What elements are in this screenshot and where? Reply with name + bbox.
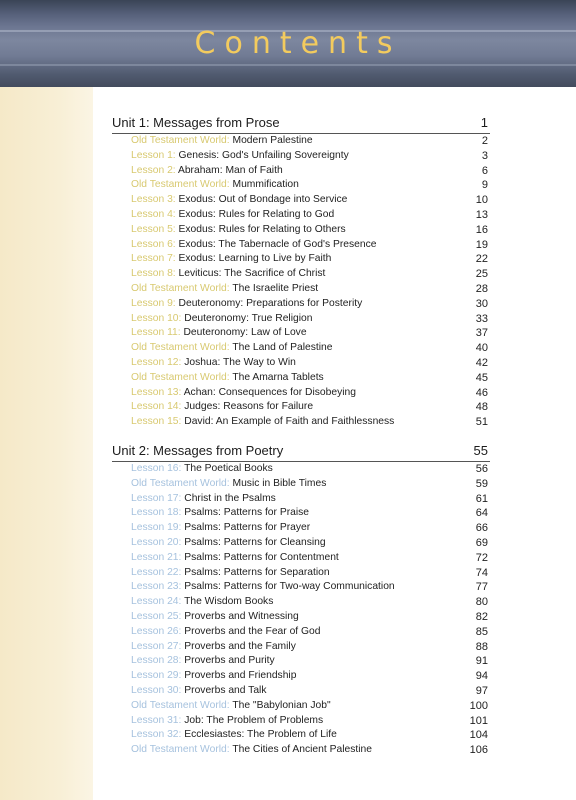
entry-page-number: 100 [469, 699, 488, 712]
toc-entry [131, 252, 488, 266]
entry-page-number: 66 [475, 522, 488, 535]
entry-page-number: 82 [475, 611, 488, 623]
entry-page-number: 94 [475, 670, 488, 683]
entry-title: Judges: Reasons for Failure [184, 401, 314, 413]
entry-page-number: 46 [475, 386, 488, 399]
banner-stripe-bottom [0, 64, 576, 66]
toc-entry [131, 134, 488, 148]
toc-entry [131, 640, 488, 654]
entry-title: Achan: Consequences for Disobeying [183, 386, 356, 398]
entry-label-old-testament-world: Old Testament World: [131, 135, 230, 146]
entry-page-number: 97 [475, 685, 488, 697]
entry-title: Proverbs and Purity [184, 655, 275, 667]
toc-entry [131, 164, 488, 178]
entry-page-number: 101 [469, 714, 488, 727]
entry-title: Proverbs and Witnessing [184, 611, 299, 622]
toc-entry [131, 684, 488, 698]
entry-title: Music in Bible Times [232, 477, 327, 489]
entry-label-lesson: Lesson 24: [131, 596, 182, 608]
entry-page-number: 106 [469, 744, 488, 757]
entry-page-number: 80 [475, 596, 488, 609]
entry-label-lesson: Lesson 19: [131, 522, 182, 534]
entry-label-old-testament-world: Old Testament World: [131, 179, 230, 191]
toc-entry [131, 566, 488, 580]
entry-title: Deuteronomy: True Religion [184, 312, 313, 324]
entry-page-number: 33 [475, 312, 488, 325]
entry-label-lesson: Lesson 1: [131, 149, 176, 161]
entry-title: Exodus: Rules for Relating to Others [178, 223, 346, 235]
toc-entry [131, 326, 488, 340]
entry-label-lesson: Lesson 28: [131, 655, 182, 667]
entry-label-lesson: Lesson 32: [131, 729, 182, 741]
entry-label-lesson: Lesson 5: [131, 223, 176, 235]
toc-entry [131, 728, 488, 742]
entry-label-lesson: Lesson 29: [131, 670, 182, 682]
unit-heading [112, 441, 490, 462]
entry-page-number: 85 [475, 625, 488, 638]
entry-label-old-testament-world: Old Testament World: [131, 477, 230, 489]
entry-page-number: 25 [475, 268, 488, 281]
entry-title: Mummification [232, 179, 299, 191]
entry-page-number: 3 [481, 149, 488, 162]
entry-title: The Poetical Books [184, 463, 273, 474]
entry-title: Modern Palestine [232, 135, 313, 146]
toc-entry [131, 297, 488, 311]
toc-entry [131, 699, 488, 713]
entry-title: Exodus: Rules for Relating to God [178, 209, 335, 220]
entry-label-lesson: Lesson 10: [131, 312, 182, 324]
entry-page-number: 77 [475, 581, 488, 594]
toc-entry [131, 551, 488, 565]
entry-page-number: 72 [475, 551, 488, 564]
entry-label-lesson: Lesson 2: [131, 164, 176, 176]
toc-entry [131, 415, 488, 429]
entry-title: The Israelite Priest [232, 283, 319, 294]
entry-label-old-testament-world: Old Testament World: [131, 371, 230, 383]
entry-label-lesson: Lesson 6: [131, 238, 176, 250]
entry-label-lesson: Lesson 18: [131, 507, 182, 519]
entry-label-lesson: Lesson 15: [131, 416, 182, 428]
entry-label-lesson: Lesson 11: [131, 327, 181, 339]
entry-label-lesson: Lesson 14: [131, 401, 182, 413]
entry-title: The Amarna Tablets [232, 371, 324, 383]
entry-title: Exodus: Out of Bondage into Service [178, 194, 348, 206]
entry-page-number: 48 [475, 401, 488, 414]
entry-label-lesson: Lesson 30: [131, 685, 182, 696]
entry-label-lesson: Lesson 4: [131, 209, 176, 220]
toc-entry [131, 521, 488, 535]
toc-entry [131, 193, 488, 207]
toc-entry [131, 400, 488, 414]
entry-title: Job: The Problem of Problems [184, 714, 324, 726]
entry-title: Psalms: Patterns for Praise [184, 507, 310, 519]
entry-title: Psalms: Patterns for Prayer [184, 522, 311, 534]
entry-label-old-testament-world: Old Testament World: [131, 699, 230, 711]
entry-title: The Wisdom Books [184, 596, 274, 608]
toc-entry [131, 669, 488, 683]
entry-label-lesson: Lesson 31: [131, 714, 182, 726]
entry-title: Joshua: The Way to Win [184, 357, 296, 368]
toc-entry [131, 178, 488, 192]
entry-label-lesson: Lesson 25: [131, 611, 182, 622]
entry-title: Proverbs and the Fear of God [184, 625, 321, 637]
toc-entry [131, 149, 488, 163]
entry-page-number: 42 [475, 357, 488, 369]
entry-title: The "Babylonian Job" [232, 699, 331, 711]
entry-label-lesson: Lesson 12: [131, 357, 182, 368]
toc-entry [131, 462, 488, 476]
entry-page-number: 56 [475, 463, 488, 475]
entry-title: Psalms: Patterns for Separation [184, 566, 330, 578]
toc-entry [131, 386, 488, 400]
entry-page-number: 69 [475, 537, 488, 549]
entry-page-number: 2 [481, 135, 488, 147]
toc-entry [131, 714, 488, 728]
entry-label-old-testament-world: Old Testament World: [131, 744, 230, 756]
entry-title: Proverbs and Talk [184, 685, 267, 696]
entry-page-number: 88 [475, 640, 488, 653]
entry-label-old-testament-world: Old Testament World: [131, 283, 230, 294]
entry-label-lesson: Lesson 7: [131, 253, 176, 265]
entry-page-number: 10 [475, 194, 488, 207]
entry-page-number: 91 [475, 655, 488, 668]
entry-page-number: 30 [475, 297, 488, 310]
entry-label-lesson: Lesson 13: [131, 386, 182, 398]
entry-page-number: 45 [475, 371, 488, 384]
unit-title: Unit 2: Messages from Poetry [112, 443, 284, 458]
toc-entry [131, 477, 488, 491]
toc-entry [131, 580, 488, 594]
entry-page-number: 19 [475, 238, 488, 251]
toc-entry [131, 595, 488, 609]
entry-label-lesson: Lesson 27: [131, 640, 182, 652]
entry-page-number: 9 [481, 179, 488, 192]
entry-label-lesson: Lesson 22: [131, 566, 182, 578]
entry-page-number: 51 [475, 416, 488, 429]
entry-title: Leviticus: The Sacrifice of Christ [178, 268, 326, 280]
page-title: Contents [194, 26, 402, 61]
entry-title: Psalms: Patterns for Cleansing [184, 537, 326, 548]
entry-label-lesson: Lesson 9: [131, 297, 176, 309]
entry-label-lesson: Lesson 3: [131, 194, 176, 206]
entry-page-number: 104 [469, 729, 488, 742]
toc-entry [131, 267, 488, 281]
unit-title: Unit 1: Messages from Prose [112, 115, 280, 130]
entry-page-number: 61 [475, 492, 488, 505]
entry-page-number: 13 [475, 209, 488, 221]
entry-title: Psalms: Patterns for Contentment [184, 551, 339, 563]
entry-page-number: 37 [475, 327, 488, 340]
entry-title: David: An Example of Faith and Faithlessness [184, 416, 395, 428]
entry-label-lesson: Lesson 23: [131, 581, 182, 593]
toc-entry [131, 743, 488, 757]
toc-entry [131, 238, 488, 252]
entry-title: Exodus: The Tabernacle of God's Presence [178, 238, 377, 250]
toc-entry [131, 625, 488, 639]
unit-page-number: 1 [480, 115, 488, 130]
entry-page-number: 40 [475, 342, 488, 355]
toc-entry [131, 610, 488, 624]
entry-title: Ecclesiastes: The Problem of Life [184, 729, 337, 741]
entry-page-number: 22 [475, 253, 488, 266]
toc-entry [131, 341, 488, 355]
entry-label-lesson: Lesson 16: [131, 463, 182, 474]
entry-page-number: 59 [475, 477, 488, 490]
left-margin-panel [0, 87, 93, 800]
entry-label-lesson: Lesson 21: [131, 551, 182, 563]
toc-entry [131, 282, 488, 296]
toc-entry [131, 356, 488, 370]
entry-page-number: 28 [475, 283, 488, 295]
entry-label-old-testament-world: Old Testament World: [131, 342, 230, 354]
toc-entry [131, 208, 488, 222]
entry-title: Deuteronomy: Preparations for Posterity [178, 297, 363, 309]
entry-page-number: 16 [475, 223, 488, 236]
entry-label-lesson: Lesson 8: [131, 268, 176, 280]
entry-title: Christ in the Psalms [184, 492, 276, 504]
toc-entry [131, 492, 488, 506]
entry-title: Deuteronomy: Law of Love [183, 327, 307, 339]
entry-title: The Cities of Ancient Palestine [232, 744, 372, 756]
entry-label-lesson: Lesson 17: [131, 492, 182, 504]
entry-title: Genesis: God's Unfailing Sovereignty [178, 149, 349, 161]
header-banner [0, 0, 576, 87]
entry-title: The Land of Palestine [232, 342, 333, 354]
toc-entry [131, 371, 488, 385]
entry-title: Proverbs and the Family [184, 640, 296, 652]
toc-entry [131, 536, 488, 550]
toc-entry [131, 654, 488, 668]
entry-label-lesson: Lesson 20: [131, 537, 182, 548]
entry-title: Psalms: Patterns for Two-way Communication [184, 581, 395, 593]
entry-title: Abraham: Man of Faith [177, 164, 283, 176]
entry-page-number: 6 [481, 164, 488, 177]
toc-entry [131, 223, 488, 237]
entry-label-lesson: Lesson 26: [131, 625, 182, 637]
entry-page-number: 74 [475, 566, 488, 579]
toc-entry [131, 312, 488, 326]
entry-page-number: 64 [475, 507, 488, 520]
unit-heading [112, 113, 490, 134]
unit-page-number: 55 [473, 443, 488, 458]
entry-title: Exodus: Learning to Live by Faith [178, 253, 332, 265]
entry-title: Proverbs and Friendship [184, 670, 297, 682]
toc-entry [131, 506, 488, 520]
